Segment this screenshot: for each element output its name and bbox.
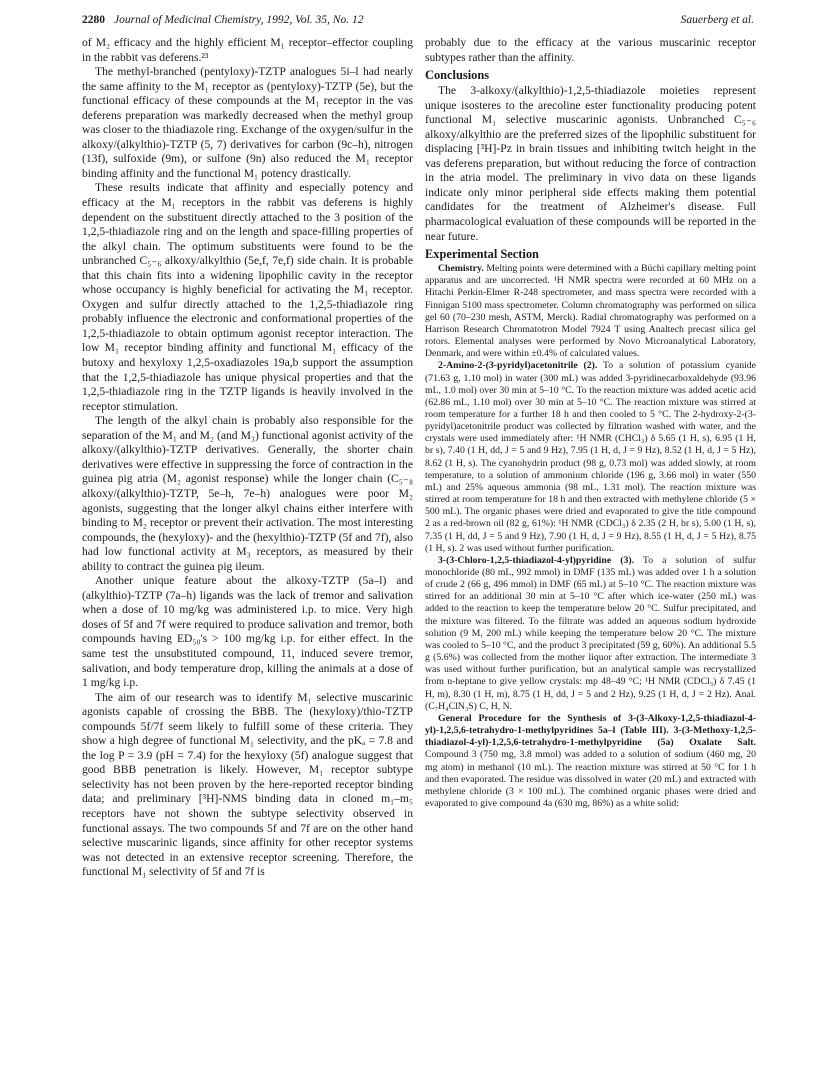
paragraph-text: To a solution of potassium cyanide (71.63 g, 1.10 mol) in water (300 mL) was added 3-pyridinecarboxaldehyde (93.96 mL, 1.0 mol) over 30 min at 5–10 °C. To the reaction mixture was added acetic acid (62.86 mL, 1.10 mol) over 30 min at 5–10 °C. The reaction mixture was stirred at room temperature for a further 18 h and then cooled to 5 °C. The 2-hydroxy-2-(3-pyridyl)acetonitrile product was collected by filtration washed with water, and the crystals were used immediately after: ¹H NMR (CHCl₃) δ 5.65 (1 H, s), 6.95 (1 H, br s), 7.40 (1 H, dd, J = 5 and 9 Hz), 7.95 (1 H, d, J = 9 Hz), 8.52 (1 H, d, J = 5 Hz), 8.62 (1 H, s). The cyanohydrin product (98 g, 0.73 mol) was added slowly, at room temperature, to a solution of ammonium chloride (196 g, 3.66 mol) in water (550 mL) and 25% aqueous ammonia (98 mL, 1.31 mol). The reaction mixture was stirred at room temperature for 18 h and then extracted with methylene chloride (5 × 500 mL). The organic phases were dried and evaporated to give the title compound 2 as a red-brown oil (82 g, 61%): ¹H NMR (CDCl₃) δ 2.35 (2 H, br s), 5.00 (1 H, s), 7.35 (1 H, dd, J = 5 and 9 Hz), 7.90 (1 H, d, J = 9 Hz), 8.55 (1 H, d, J = 5 Hz), 8.75 (1 H, s). 2 was used without further purification. (425, 360, 757, 554)
paragraph: The 3-alkoxy/(alkylthio)-1,2,5-thiadiazole moieties represent unique isosteres to the arecoline ester functionality producing potent functional M₁ selective muscarinic agonists. Unbranched C₅₋₆ alkoxy/alkylthio are the preferred sizes of the lipophilic substituent for displacing [³H]-Pz in brain tissues and inhibiting twitch height in the vas deferens preparation, but without reducing the force of contraction in the atria model. The preliminary in vivo data on these ligands indicate only minor peripheral side effects making them potential candidates for the treatment of Alzheimer's disease. Full pharmacological evaluation of these compounds will be reported in the near future. (425, 84, 756, 243)
run-in-heading: Chemistry. (438, 263, 484, 275)
paragraph-compound-3 (425, 555, 756, 713)
paragraph: probably due to the efficacy at the various muscarinic receptor subtypes rather than the affinity. (425, 36, 756, 64)
running-head-authors: Sauerberg et al. (680, 14, 754, 26)
paragraph: The aim of our research was to identify M₁ selective muscarinic agonists capable of crossing the BBB. The (hexyloxy)/thio-TZTP compounds 5f/7f seem likely to fulfill some of these criteria. They show a high degree of functional M₁ selectivity, and the pKₐ = 7.8 and the log P = 3.9 (pH = 7.4) for the hexyloxy (5f) analogue suggest that good BBB penetration is likely. However, M₁ receptor subtype selectivity has not been proven by the here-reported receptor binding data; and preliminary [³H]-NMS binding data in cloned m₁–m₅ receptors have not shown the subtype selectivity observed in functional assays. The two compounds 5f and 7f are on the other hand selective muscarinic ligands, since affinity for other receptor systems was not detected in an extensive receptor screening. Therefore, the functional M₁ selectivity of 5f and 7f is (82, 690, 413, 879)
section-heading-experimental: Experimental Section (425, 247, 539, 262)
page-number: 2280 (82, 14, 105, 26)
paragraph: Another unique feature about the alkoxy-TZTP (5a–l) and (alkylthio)-TZTP (7a–h) ligands was the lack of tremor and salivation when a dose of 10 mg/kg was administered i.p. to mice. Very high doses of 5f and 7f were required to produce salivation and tremor, both compounds having ED₅₀'s > 100 mg/kg i.p. for either effect. In the same test the unsubstituted compound, 11, induced severe tremor, salivation, and body temperature drop, killing the animals at a dose of 1 mg/kg i.p. (82, 574, 413, 690)
paragraph: The methyl-branched (pentyloxy)-TZTP analogues 5i–l had nearly the same affinity to the M₁ receptor as (pentyloxy)-TZTP (5e), but the functional efficacy of these compounds at the M₁ receptor in the vas deferens preparation was markedly decreased when the methyl group was closer to the thiadiazole ring. Exchange of the oxygen/sulfur in the alkoxy/(alkylthio)-TZTP (5, 7) derivatives for carbon (9c–h), nitrogen (13f), sulfoxide (9m), or sulfone (9n) also reduced the M₁ receptor binding affinity and the functional M₁ potency drastically. (82, 65, 413, 180)
paragraph-text: Melting points were determined with a Büchi capillary melting point apparatus and are uncorrected. ¹H NMR spectra were recorded at 60 MHz on a Hitachi Perkin-Elmer R-248 spectrometer, and mass spectra were recorded with a Finnigan 5100 mass spectrometer. Column chromatography was performed on silica gel 60 (70–230 mesh, ASTM, Merck). Radial chromatography was performed on a Harrison Research Chromatotron Model 7924 T using Analtech precast silica gel rotors. Elemental analyses were performed by Novo Microanalytical Laboratory, Denmark, and were within ±0.4% of calculated values. (425, 263, 756, 360)
right-column (425, 36, 756, 810)
paragraph: These results indicate that affinity and especially potency and efficacy at the M₁ receptors in the rabbit vas deferens is highly dependent on the substituent directly attached to the 3 position of the 1,2,5-thiadiazole ring and on the length and space-filling properties of the alkyl chain. The optimum substituents were found to be the unbranched C₅₋₆ alkoxy/alkylthio (5e,f, 7e,f) side chain. It is probable that this chain fits into a widening lipophilic cavity in the receptor whose occupancy is highly beneficial for activating the M₁ receptor. Oxygen and sulfur directly attached to the 1,2,5-thiadiazole ring probably influence the electronic and conformational properties of the 1,2,5-thiadiazole to obtain optimum agonist receptor interaction. The low M₁ receptor binding affinity and functional M₁ efficacy of the butoxy and hexyloxy 1,2,5-oxadiazoles 19a,b support the assumption that the 1,2,5-thiadiazole has unique physical properties and that the 1,2,5-thiadiazole ring in the TZTP ligands is heavily involved in the receptor stimulation. (82, 181, 413, 413)
paragraph-general-procedure (425, 713, 756, 810)
paragraph: The length of the alkyl chain is probably also responsible for the separation of the M₁ and M₂ (and M₃) functional agonist activity of the alkoxy/(alkylthio)-TZTP derivatives. Generally, the shorter chain derivatives were effective in suppressing the force of contraction in the guinea pig atria (M₂ agonist response) while the longer chain (C₅₋₈ alkoxy/(alkylthio)-TZTP, 5e–h, 7e–h) analogues were poor M₂ agonists, suggesting that the longer alkyl chains either interfere with binding to M₂ receptor or prevent their activation. The most interesting compounds, the (hexyloxy)- and the (hexylthio)-TZTP (5f and 7f), also had low functional activity at M₃ receptors, as measured by their ability to contract the guinea pig ileum. (82, 414, 413, 573)
running-head (82, 14, 754, 30)
paragraph-text: Compound 3 (750 mg, 3.8 mmol) was added to a solution of sodium (460 mg, 20 mg atom) in methanol (10 mL). The reaction mixture was stirred at 50 °C for 1 h and then evaporated. The residue was dissolved in water (20 mL) and extracted with methylene chloride (3 × 100 mL). The combined organic phases were dried and evaporated to give compound 4a (630 mg, 86%) as a white solid: (425, 749, 756, 809)
run-in-heading: 2-Amino-2-(3-pyridyl)acetonitrile (2). (438, 360, 598, 372)
paragraph-text: To a solution of sulfur monochloride (80 mL, 992 mmol) in DMF (135 mL) was added over 1 h a solution of crude 2 (66 g, 496 mmol) in DMF (65 mL) at 5–10 °C. The reaction mixture was stirred for an additional 30 min at 5–10 °C after which ice-water (250 mL) was added to the reaction to keep the temperature below 20 °C. Sulfur precipitated, and the mixture was filtered. To the filtrate was added an aqueous sodium hydroxide solution (9 M, 200 mL) while keeping the temperature below 20 °C. The mixture was cooled to 5–10 °C, and the product 3 precipitated (59 g, 60%). An additional 5.5 g (5.6%) was collected from the mother liquor after extraction. The intermediate 3 was used without further purification, but an analytical sample was recrystallized from n-heptane to give yellow crystals: mp 48–49 °C; ¹H NMR (CDCl₃) δ 7.45 (1 H, m), 8.30 (1 H, m), 8.75 (1 H, dd, J = 5 and 2 Hz), 9.25 (1 H, d, J = 2 Hz). Anal. (C₇H₄ClN₃S) C, H, N. (425, 554, 756, 712)
run-in-heading: General Procedure for the Synthesis of 3-(3-Alkoxy-1,2,5-thiadiazol-4-yl)-1,2,5,6-tetrahydro-1-methylpyridines 5a–l (Table III). 3-(3-Methoxy-1,2,5-thiadiazol-4-yl)-1,2,5,6-tetrahydro-1-methylpyridine (5a) Oxalate Salt. (425, 712, 756, 749)
paragraph-chemistry (425, 263, 756, 360)
paragraph-compound-2 (425, 360, 756, 555)
paragraph: of M₂ efficacy and the highly efficient M₁ receptor–effector coupling in the rabbit vas deferens.²³ (82, 36, 413, 64)
left-column (82, 36, 413, 880)
section-heading-conclusions: Conclusions (425, 68, 490, 83)
run-in-heading: 3-(3-Chloro-1,2,5-thiadiazol-4-yl)pyridine (3). (438, 554, 635, 566)
journal-citation: Journal of Medicinal Chemistry, 1992, Vol. 35, No. 12 (114, 14, 364, 26)
